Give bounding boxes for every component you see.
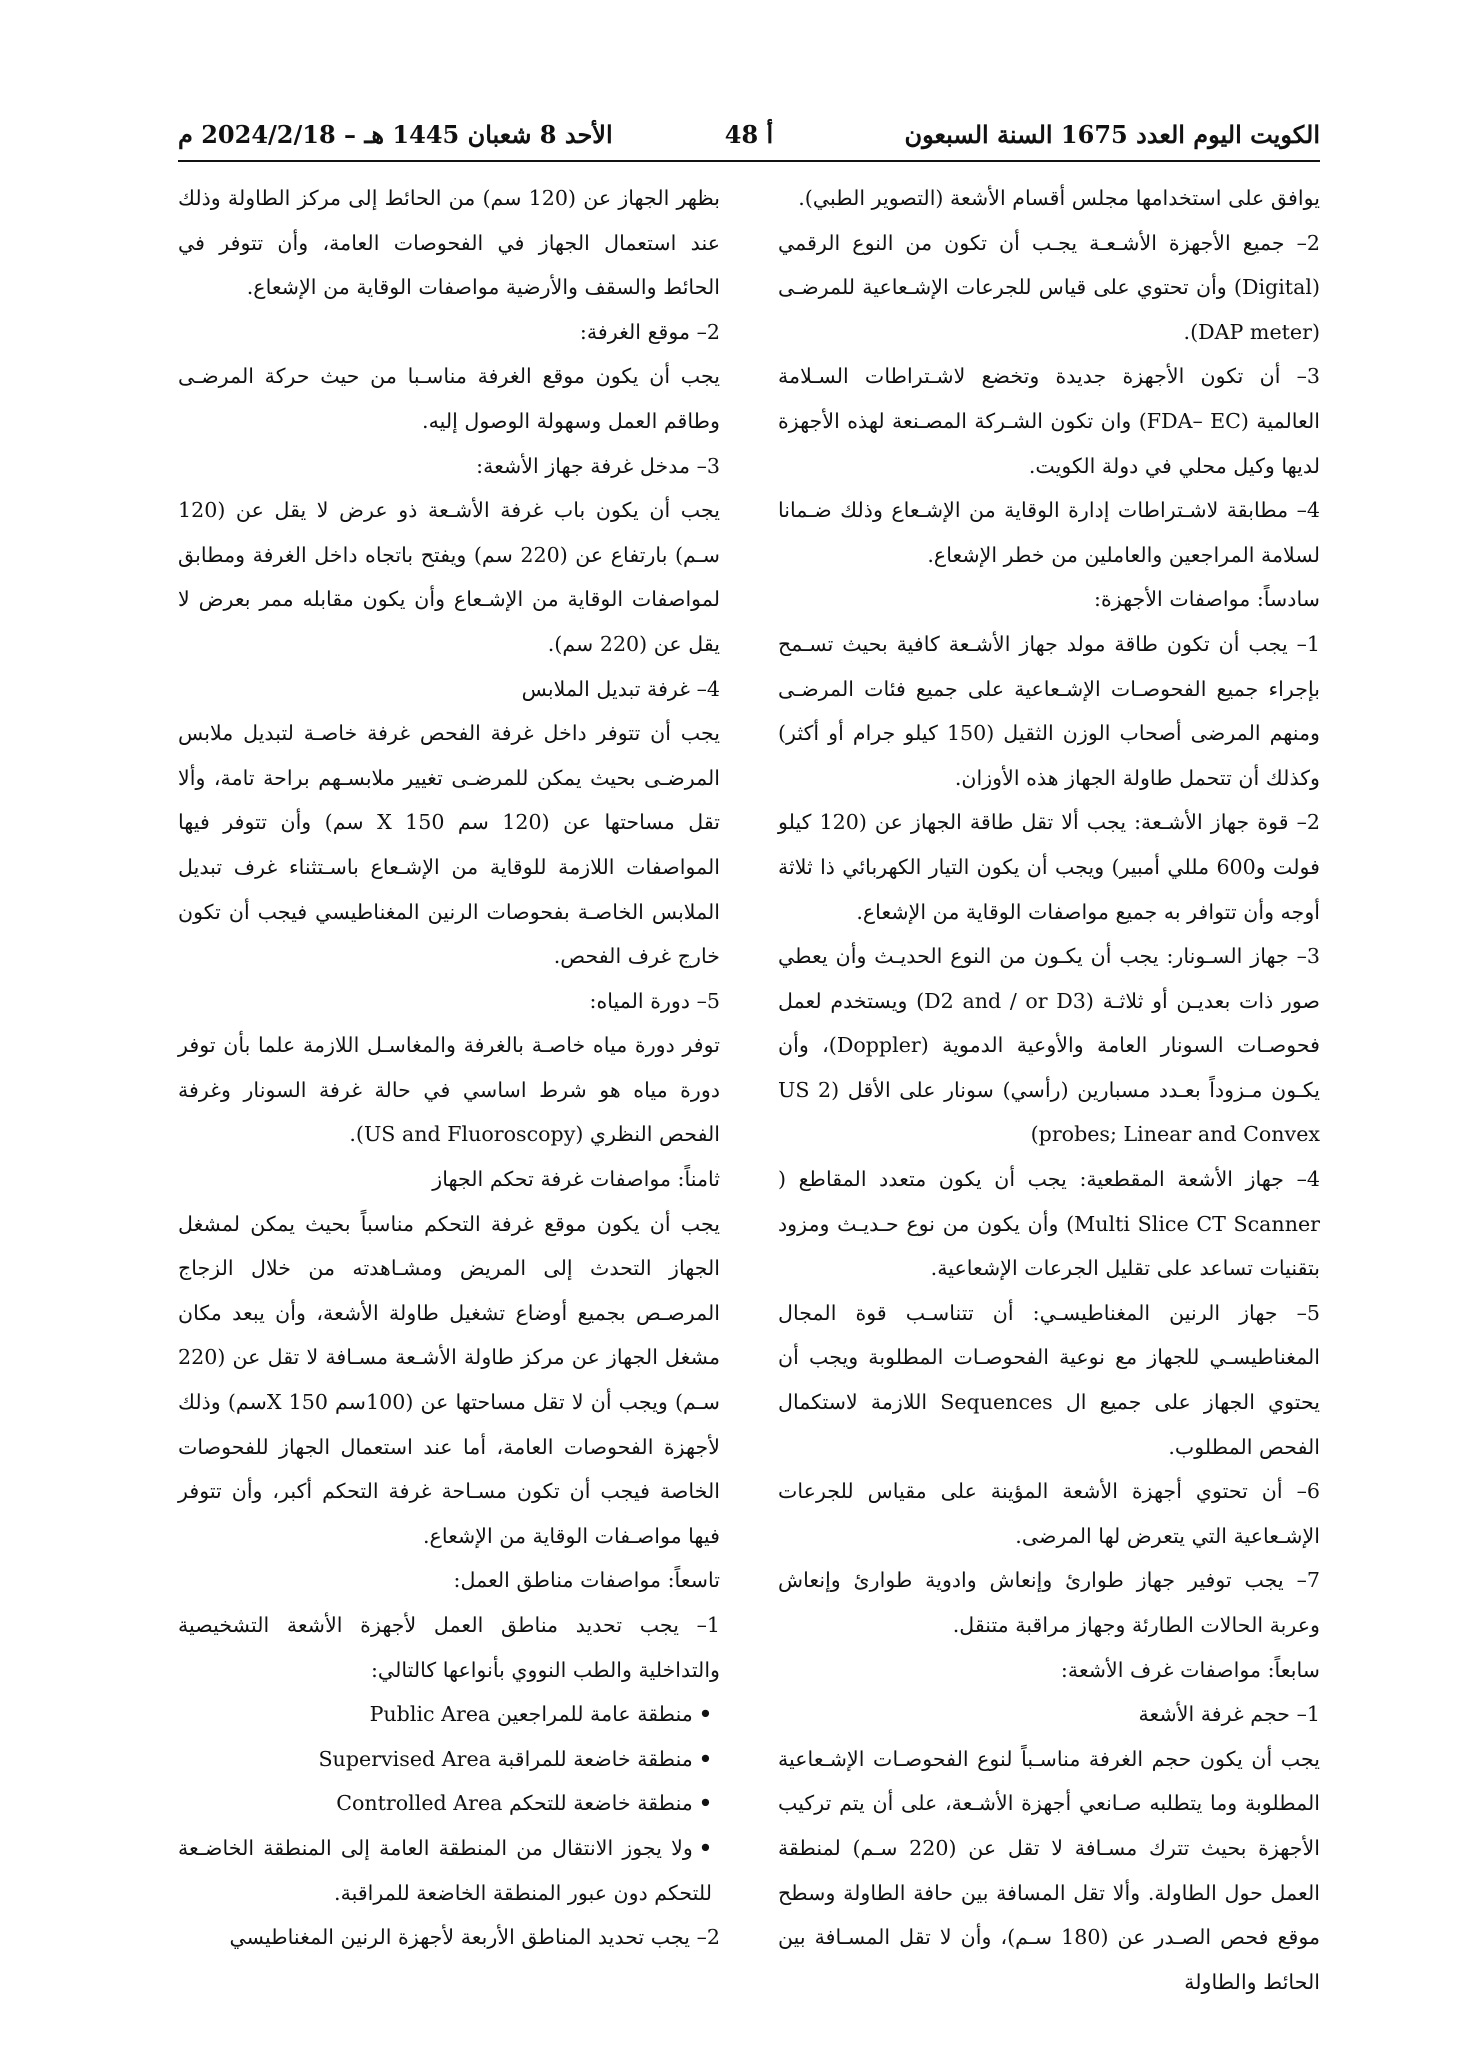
paragraph: توفر دورة مياه خاصـة بالغرفة والمغاسـل اللازمة علما بأن توفر دورة مياه هو شرط اساسي في حالة غرفة السونار وغرفة الفحص النظري (US and Fluoroscopy). <box>178 1033 720 1147</box>
paragraph: 3– جهاز السـونار: يجب أن يكـون من النوع الحديـث وأن يعطي صور ذات بعديـن أو ثلاثـة (D2 and / or D3) ويستخدم لعمل فحوصـات السونار العامة والأوعية الدموية (Doppler)، وأن يكـون مـزوداً بعـدد مسبارين (رأسي) سونار على الأقل (2 US probes; Linear and Convex) <box>778 944 1321 1147</box>
bullet-item <box>178 1737 720 1782</box>
bullet-text: منطقة خاضعة للمراقبة Supervised Area <box>318 1746 693 1771</box>
bullet-text: ولا يجوز الانتقال من المنطقة العامة إلى المنطقة الخاضـعة للتحكم دون عبور المنطقة الخاضعة للمراقبة. <box>178 1835 712 1905</box>
bullet-icon: • <box>698 1746 712 1771</box>
paragraph: يوافق على استخدامها مجلس أقسام الأشعة (التصوير الطبي). <box>798 186 1320 210</box>
page-header <box>178 116 1320 156</box>
paragraph: يجب أن يكون موقع غرفة التحكم مناسباً بحيث يمكن لمشغل الجهاز التحدث إلى المريض ومشـاهدته من خلال الزجاج المرصـص بجميع أوضاع تشغيل طاولة الأشعة، وأن يبعد مكان مشغل الجهاز عن مركز طاولة الأشـعة مسـافة لا تقل عن (220 سـم) ويجب أن لا تقل مساحتها عن (100سم X 150سم) وذلك لأجهزة الفحوصات العامة، أما عند استعمال الجهاز للفحوصات الخاصة فيجب أن تكون مسـاحة غرفة التحكم أكبر، وأن تتوفر فيها مواصـفات الوقاية من الإشعاع. <box>178 1211 720 1548</box>
subsection-heading: 4– غرفة تبديل الملابس <box>521 676 720 701</box>
paragraph: يجب أن يكون باب غرفة الأشـعة ذو عرض لا يقل عن (120 سـم) بارتفاع عن (220 سم) ويفتح باتجاه داخل الغرفة ومطابق لمواصفات الوقاية من الإشـعاع وأن يكون مقابله ممر بعرض لا يقل عن (220 سم). <box>178 498 720 656</box>
paragraph: يجب أن يكون موقع الغرفة مناسـبا من حيث حركة المرضـى وطاقم العمل وسهولة الوصول إليه. <box>178 364 720 433</box>
bullet-item <box>178 1692 720 1737</box>
header-issue: الكويت اليوم العدد 1675 السنة السبعون <box>904 120 1320 149</box>
paragraph: 7– يجب توفير جهاز طوارئ وإنعاش وادوية طوارئ وإنعاش وعربة الحالات الطارئة وجهاز مراقبة متنقل. <box>778 1568 1320 1637</box>
paragraph: 2– قوة جهاز الأشـعة: يجب ألا تقل طاقة الجهاز عن (120 كيلو فولت و600 مللي أمبير) ويجب أن يكون التيار الكهربائي ذا ثلاثة أوجه وأن تتوافر به جميع مواصفات الوقاية من الإشعاع. <box>778 810 1320 924</box>
bullet-icon: • <box>698 1702 712 1727</box>
subsection-heading: 2– موقع الغرفة: <box>579 319 720 344</box>
header-page-number: أ 48 <box>724 120 774 149</box>
paragraph: 2– يجب تحديد المناطق الأربعة لأجهزة الرنين المغناطيسي <box>229 1925 720 1950</box>
section-heading: سادساً: مواصفات الأجهزة: <box>1094 587 1320 612</box>
paragraph: 1– يجب أن تكون طاقة مولد جهاز الأشـعة كافية بحيث تسـمح بإجراء جميع الفحوصـات الإشـعاعية على جميع فئات المرضـى ومنهم المرضى أصحاب الوزن الثقيل (150 كيلو جرام أو أكثر) وكذلك أن تتحمل طاولة الجهاز هذه الأوزان. <box>778 631 1320 790</box>
bullet-text: منطقة خاضعة للتحكم Controlled Area <box>336 1791 693 1816</box>
paragraph: 3– أن تكون الأجهزة جديدة وتخضع لاشـتراطات السـلامة العالمية (FDA– EC) وان تكون الشـركة المصـنعة لهذه الأجهزة لديها وكيل محلي في دولة الكويت. <box>778 364 1320 478</box>
subsection-heading: 5– دورة المياه: <box>589 988 720 1013</box>
bullet-icon: • <box>698 1791 712 1816</box>
paragraph: 5– جهاز الرنين المغناطيسـي: أن تتناسـب قوة المجال المغناطيسـي للجهاز مع نوعية الفحوصـات المطلوبة ويجب أن يحتوي الجهاز على جميع ال Sequences اللازمة لاستكمال الفحص المطلوب. <box>778 1300 1321 1459</box>
header-date: الأحد 8 شعبان 1445 هـ – 2024/2/18 م <box>178 120 613 149</box>
section-heading: تاسعاً: مواصفات مناطق العمل: <box>453 1568 720 1593</box>
paragraph: 6– أن تحتوي أجهزة الأشعة المؤينة على مقياس للجرعات الإشـعاعية التي يتعرض لها المرضى. <box>778 1479 1320 1548</box>
paragraph: 4– مطابقة لاشـتراطات إدارة الوقاية من الإشـعاع وذلك ضـمانا لسلامة المراجعين والعاملين من خطر الإشعاع. <box>778 498 1320 567</box>
bullet-item <box>178 1826 720 1915</box>
header-rule <box>178 160 1320 162</box>
bullet-item <box>178 1781 720 1826</box>
paragraph: يجب أن يكون حجم الغرفة مناسـباً لنوع الفحوصـات الإشـعاعية المطلوبة وما يتطلبه صـانعي أجهزة الأشـعة، على أن يتم تركيب الأجهزة بحيث تترك مسـافة لا تقل عن (220 سـم) لمنطقة العمل حول الطاولة. وألا تقل المسافة بين حافة الطاولة وسطح موقع فحص الصـدر عن (180 سـم)، وأن لا تقل المسـافة بين الحائط والطاولة <box>778 1746 1320 1994</box>
subsection-heading: 1– حجم غرفة الأشعة <box>1138 1702 1320 1727</box>
bullet-icon: • <box>698 1835 712 1860</box>
paragraph: 4– جهاز الأشعة المقطعية: يجب أن يكون متعدد المقاطع ( Multi Slice CT Scanner) وأن يكون من نوع حـديـث ومزود بتقنيات تساعد على تقليل الجرعات الإشعاعية. <box>778 1167 1320 1281</box>
bullet-text: منطقة عامة للمراجعين Public Area <box>369 1702 693 1727</box>
subsection-heading: 3– مدخل غرفة جهاز الأشعة: <box>476 453 720 478</box>
right-column <box>778 176 1320 2004</box>
section-heading: ثامناً: مواصفات غرفة تحكم الجهاز <box>432 1167 720 1192</box>
paragraph: 2– جميع الأجهزة الأشـعـة يجـب أن تكون من النوع الرقمي (Digital) وأن تحتوي على قياس للجرعات الإشـعاعية للمرضـى (DAP meter). <box>778 230 1320 344</box>
left-column <box>178 176 720 1960</box>
paragraph: يجب أن تتوفر داخل غرفة الفحص غرفة خاصـة لتبديل ملابس المرضـى بحيث يمكن للمرضـى تغيير ملابسـهم براحة تامة، وألا تقل مساحتها عن (120 سم X 150 سم) وأن تتوفر فيها المواصفات اللازمة للوقاية من الإشـعاع باسـتثناء غرف تبديل الملابس الخاصـة بفحوصات الرنين المغناطيسي فيجب أن تكون خارج غرف الفحص. <box>178 721 721 969</box>
paragraph: بظهر الجهاز عن (120 سم) من الحائط إلى مركز الطاولة وذلك عند استعمال الجهاز في الفحوصات العامة، وأن تتوفر في الحائط والسقف والأرضية مواصفات الوقاية من الإشعاع. <box>178 186 720 300</box>
section-heading: سابعاً: مواصفات غرف الأشعة: <box>1060 1657 1320 1682</box>
paragraph: 1– يجب تحديد مناطق العمل لأجهزة الأشعة التشخيصية والتداخلية والطب النووي بأنواعها كالتالي: <box>178 1613 720 1682</box>
